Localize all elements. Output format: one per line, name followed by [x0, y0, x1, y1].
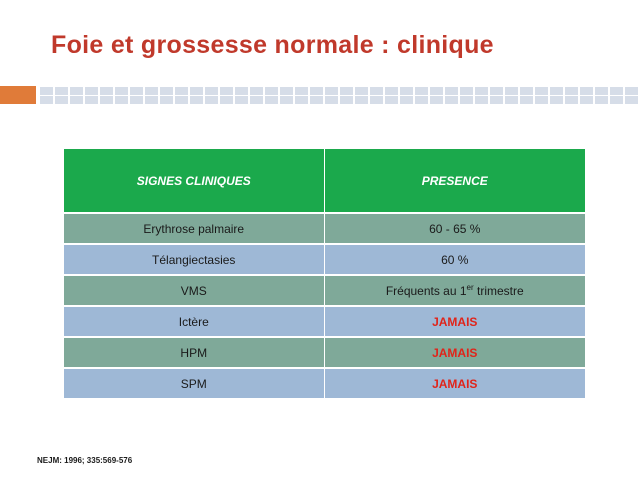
- slide-title: Foie et grossesse normale : clinique: [51, 31, 494, 59]
- header-presence: PRESENCE: [324, 149, 585, 213]
- presence-cell: 60 %: [324, 244, 585, 275]
- sign-cell: Télangiectasies: [64, 244, 324, 275]
- table-row: [64, 306, 585, 337]
- presence-value-jamais: JAMAIS: [432, 314, 478, 329]
- title-bar-accent: [0, 86, 36, 104]
- title-bar-track: [40, 86, 638, 104]
- sign-cell: SPM: [64, 368, 324, 398]
- sign-cell: VMS: [64, 275, 324, 306]
- table-row: [64, 275, 585, 306]
- table-row: [64, 213, 585, 244]
- sign-cell: Ictère: [64, 306, 324, 337]
- sign-cell: HPM: [64, 337, 324, 368]
- presence-text-pre: Fréquents au 1: [385, 283, 467, 298]
- sign-cell: Erythrose palmaire: [64, 213, 324, 244]
- presence-cell: [324, 337, 585, 368]
- table-row: [64, 337, 585, 368]
- clinical-signs-table: [64, 149, 585, 398]
- presence-superscript: er: [466, 282, 474, 292]
- presence-value-jamais: JAMAIS: [432, 376, 478, 391]
- presence-cell: [324, 306, 585, 337]
- title-underline-bar: [0, 86, 638, 104]
- presence-cell: [324, 368, 585, 398]
- presence-cell: 60 - 65 %: [324, 213, 585, 244]
- reference-citation: NEJM: 1996; 335:569-576: [37, 456, 133, 465]
- presence-cell: [324, 275, 585, 306]
- header-signes-cliniques: SIGNES CLINIQUES: [64, 149, 324, 213]
- presence-value-jamais: JAMAIS: [432, 345, 478, 360]
- presence-text-post: trimestre: [473, 283, 524, 298]
- table-row: [64, 244, 585, 275]
- table-header-row: [64, 149, 585, 213]
- table-row: [64, 368, 585, 398]
